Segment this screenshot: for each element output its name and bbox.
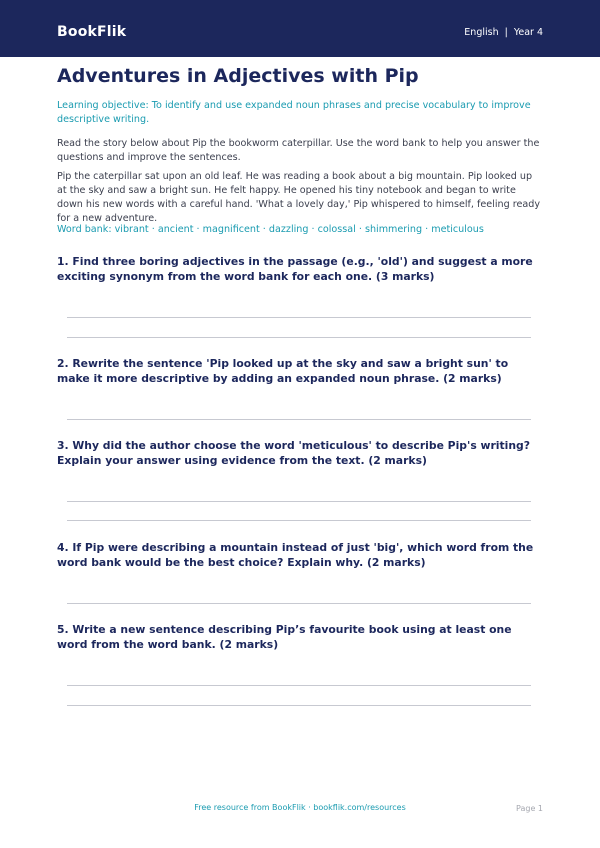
question-5: 5. Write a new sentence describing Pip’s favourite book using at least one word from the word bank. (2 marks) [57,623,512,651]
page-title: Adventures in Adjectives with Pip [57,65,419,87]
question-1: 1. Find three boring adjectives in the passage (e.g., 'old') and suggest a more exciting synonym from the word bank for each one. (3 marks) [57,255,533,283]
question-2: 2. Rewrite the sentence 'Pip looked up at the sky and saw a bright sun' to make it more descriptive by adding an expanded noun phrase. (2 marks) [57,357,509,385]
story-passage: Pip the caterpillar sat upon an old leaf. He was reading a book about a big mountain. Pip looked up at the sky and saw a bright sun. He felt happy. He opened his tiny notebook and began to write down his new words with a careful hand. 'What a lovely day,' Pip whispered to himself, feeling ready for a new adventure. [57,171,541,224]
page-number: Page 1 [516,804,543,813]
answer-line[interactable] [67,705,531,706]
subject-label: English [464,27,499,38]
answer-line[interactable] [67,520,531,521]
answer-line[interactable] [67,337,531,338]
year-label: Year 4 [513,27,543,38]
header-meta [464,26,543,40]
answer-line[interactable] [67,419,531,420]
question-4: 4. If Pip were describing a mountain instead of just 'big', which word from the word bank would be the best choice? Explain why. (2 marks) [57,541,534,569]
learning-objective: Learning objective: To identify and use expanded noun phrases and precise vocabulary to improve descriptive writing. [57,100,531,125]
answer-line[interactable] [67,603,531,604]
answer-line[interactable] [67,685,531,686]
question-3: 3. Why did the author choose the word 'meticulous' to describe Pip's writing? Explain your answer using evidence from the text. (2 marks) [57,439,531,467]
answer-line[interactable] [67,501,531,502]
instructions-text: Read the story below about Pip the bookworm caterpillar. Use the word bank to help you answer the questions and improve the sentences. [57,138,540,163]
answer-line[interactable] [67,317,531,318]
brand-logo: BookFlik [57,24,127,40]
meta-separator: | [504,27,508,38]
footer-text[interactable]: Free resource from BookFlik · bookflik.com/resources [194,803,406,812]
word-bank: Word bank: vibrant · ancient · magnificent · dazzling · colossal · shimmering · meticulous [57,224,484,235]
header-bar [0,0,600,57]
